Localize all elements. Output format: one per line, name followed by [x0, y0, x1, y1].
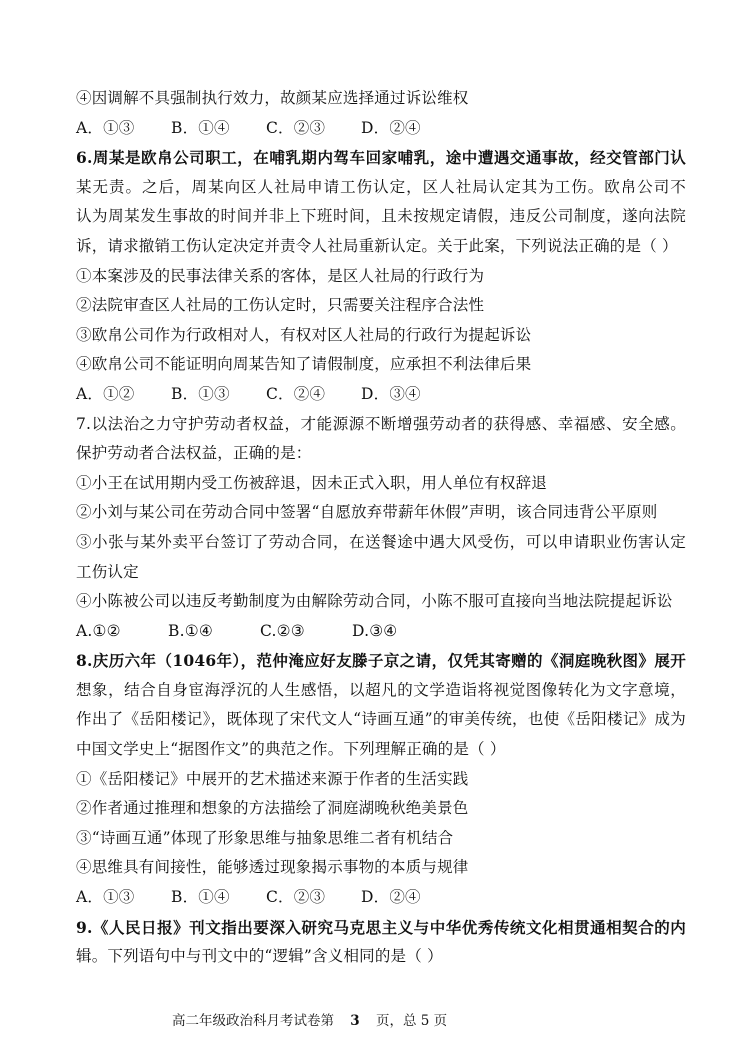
option-statement: ③欧帛公司作为行政相对人，有权对区人社局的行政行为提起诉讼 [76, 325, 532, 344]
option-statement: ①《岳阳楼记》中展开的艺术描述来源于作者的生活实践 [76, 769, 469, 788]
question-6-stem: 某无责。之后，周某向区人社局申请工伤认定，区人社局认定其为工伤。欧帛公司不 [76, 177, 686, 196]
option-statement: ④欧帛公司不能证明向周某告知了请假制度，应承担不利法律后果 [76, 355, 532, 374]
option-statement: ②作者通过推理和想象的方法描绘了洞庭湖晚秋绝美景色 [76, 799, 469, 818]
question-7-stem: 7.以法治之力守护劳动者权益，才能源源不断增强劳动者的获得感、幸福感、安全感。 [76, 414, 686, 433]
question-6-stem: 6.周某是欧帛公司职工，在哺乳期内驾车回家哺乳，途中遭遇交通事故，经交管部门认 [76, 148, 686, 168]
footer-total: 页，总 5 页 [376, 1013, 448, 1029]
footer-page-number: 3 [350, 1013, 360, 1029]
choice-c: C．②③ [266, 888, 326, 907]
exam-page [76, 84, 686, 972]
choice-a: A.①② [76, 621, 121, 640]
choice-a: A．①③ [76, 888, 135, 907]
question-9-stem: 9.《人民日报》刊文指出要深入研究马克思主义与中华优秀传统文化相贯通相契合的内 [76, 917, 686, 937]
option-statement: ③“诗画互通”体现了形象思维与抽象思维二者有机结合 [76, 828, 454, 847]
page-footer [172, 1009, 447, 1029]
option-statement: ②法院审查区人社局的工伤认定时，只需要关注程序合法性 [76, 296, 485, 315]
question-8-stem: 想象，结合自身宦海浮沉的人生感悟，以超凡的文学造诣将视觉图像转化为文字意境， [76, 680, 686, 699]
choice-a: A．①③ [76, 118, 135, 137]
choice-b: B．①③ [171, 384, 230, 403]
answer-choices-q6 [76, 380, 686, 410]
question-7-stem: 保护劳动者合法权益，正确的是： [76, 444, 312, 463]
question-8-stem: 中国文学史上“据图作文”的典范之作。下列理解正确的是（ ） [76, 740, 506, 759]
question-6-stem: 诉，请求撤销工伤认定决定并责令人社局重新认定。关于此案，下列说法正确的是（ ） [76, 236, 678, 255]
choice-d: D.③④ [352, 621, 398, 640]
answer-choices-q8 [76, 883, 686, 913]
answer-choices-q5 [76, 114, 686, 144]
choice-d: D．②④ [361, 888, 421, 907]
question-8-stem: 8.庆历六年（1046年），范仲淹应好友滕子京之请，仅凭其寄赠的《洞庭晚秋图》展开 [76, 651, 686, 671]
question-6-stem: 认为周某发生事故的时间并非上下班时间，且未按规定请假，违反公司制度，遂向法院 [76, 207, 686, 226]
footer-title: 高二年级政治科月考试卷第 [172, 1013, 334, 1029]
choice-c: C．②④ [266, 384, 326, 403]
option-statement: 工伤认定 [76, 562, 139, 581]
choice-b: B．①④ [171, 888, 230, 907]
option-statement: ④小陈被公司以违反考勤制度为由解除劳动合同，小陈不服可直接向当地法院提起诉讼 [76, 592, 673, 611]
choice-d: D．③④ [361, 384, 421, 403]
choice-c: C．②③ [266, 118, 326, 137]
option-statement: ①本案涉及的民事法律关系的客体，是区人社局的行政行为 [76, 266, 485, 285]
choice-b: B.①④ [168, 621, 213, 640]
choice-b: B．①④ [171, 118, 230, 137]
option-statement: ①小王在试用期内受工伤被辞退，因未正式入职，用人单位有权辞退 [76, 473, 548, 492]
option-statement: ④思维具有间接性，能够透过现象揭示事物的本质与规律 [76, 858, 469, 877]
question-9-stem: 辑。下列语句中与刊文中的“逻辑”含义相同的是（ ） [76, 947, 443, 966]
choice-d: D．②④ [361, 118, 421, 137]
answer-choices-q7 [76, 617, 686, 647]
choice-a: A．①② [76, 384, 135, 403]
option-statement: ②小刘与某公司在劳动合同中签署“自愿放弃带薪年休假”声明，该合同违背公平原则 [76, 503, 658, 522]
option-statement: ③小张与某外卖平台签订了劳动合同，在送餐途中遇大风受伤，可以申请职业伤害认定 [76, 532, 686, 551]
question-8-stem: 作出了《岳阳楼记》，既体现了宋代文人“诗画互通”的审美传统，也使《岳阳楼记》成为 [76, 710, 686, 729]
choice-c: C.②③ [260, 621, 305, 640]
option-statement: ④因调解不具强制执行效力，故颜某应选择通过诉讼维权 [76, 89, 469, 107]
